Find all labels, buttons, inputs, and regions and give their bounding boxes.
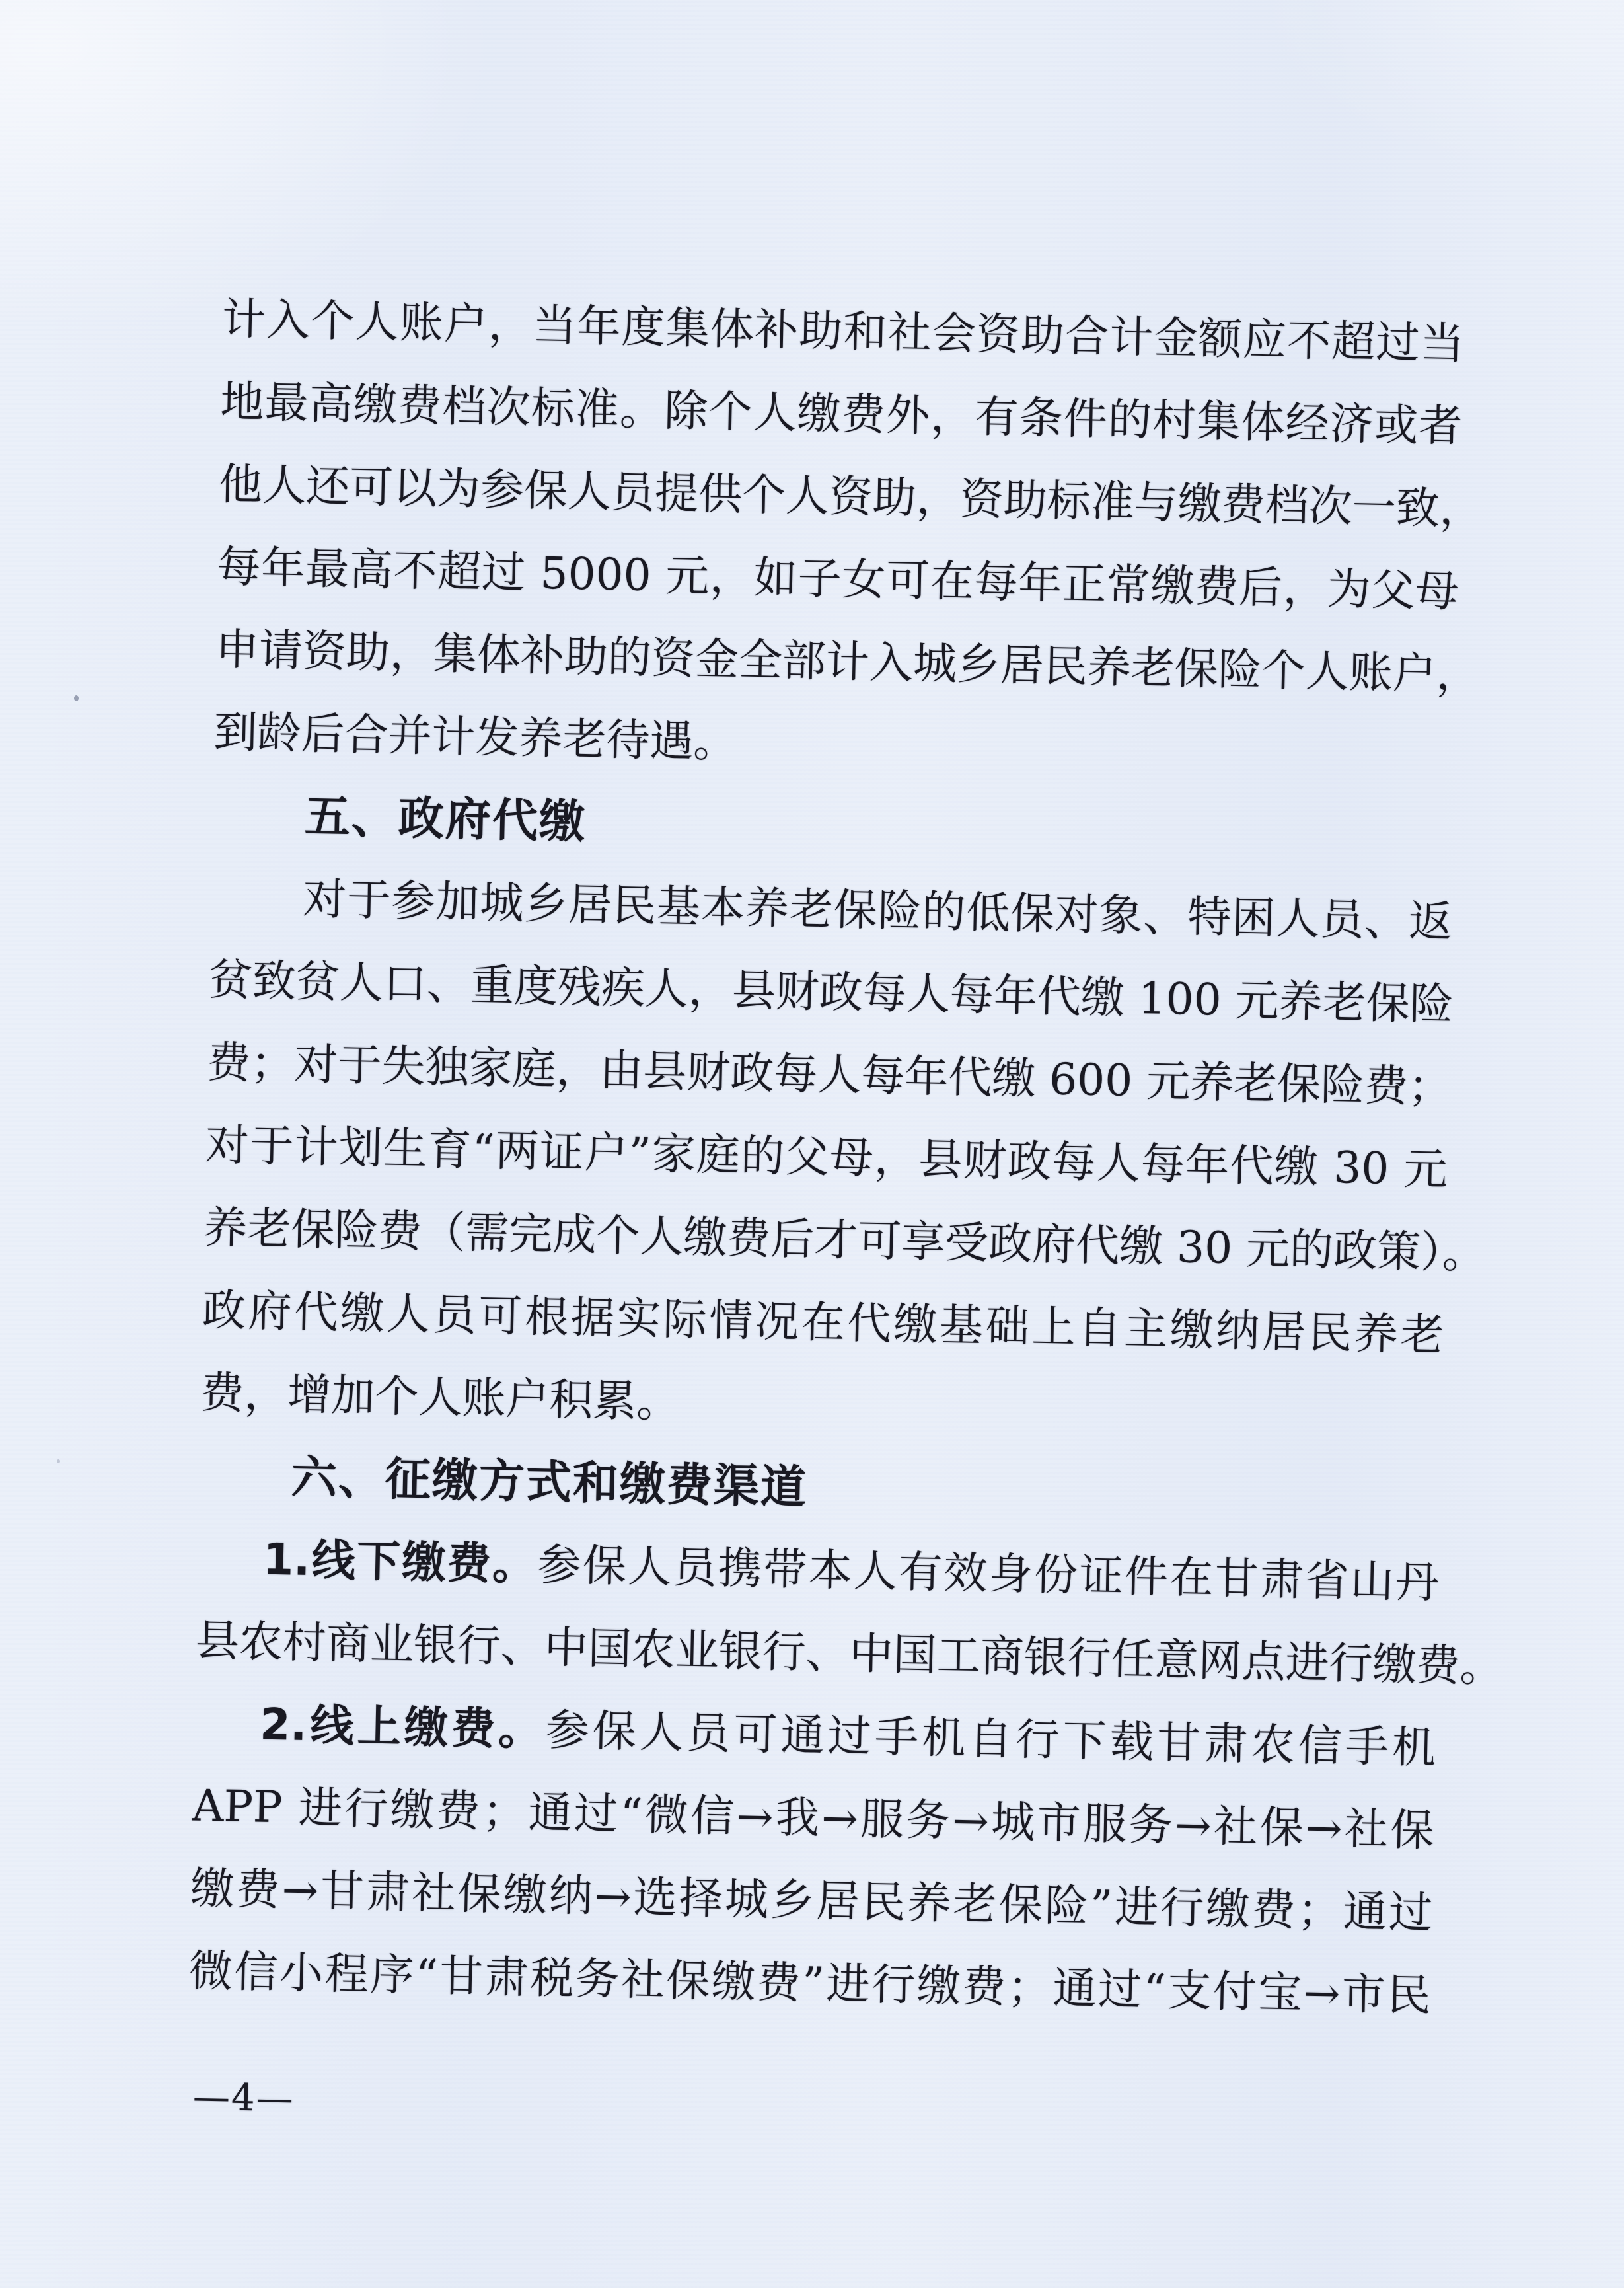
text-line: 计入个人账户，当年度集体补助和社会资助合计金额应不超过当 <box>221 293 1465 369</box>
scan-speckle <box>1098 338 1101 342</box>
scan-speckle <box>57 1459 60 1463</box>
text-line: 申请资助，集体补助的资金全部计入城乡居民养老保险个人账户， <box>215 623 1481 701</box>
bold-lead-label: 2.线上缴费。 <box>259 1698 546 1756</box>
text-line: 贫致贫人口、重度残疾人，县财政每人每年代缴 100 元养老保险 <box>208 954 1454 1030</box>
text-line: 地最高缴费档次标准。除个人缴费外，有条件的村集体经济或者 <box>219 375 1463 452</box>
text-line: APP 进行缴费；通过“微信→我→服务→城市服务→社保→社保 <box>192 1780 1435 1856</box>
heading-line: 六、征缴方式和缴费渠道 <box>291 1451 808 1515</box>
document-text-block <box>188 289 1504 2058</box>
text-line: 1.线下缴费。参保人员携带本人有效身份证件在甘肃省山丹 <box>262 1533 1440 1609</box>
scan-speckle <box>74 695 79 701</box>
text-line: 他人还可以为参保人员提供个人资助，资助标准与缴费档次一致， <box>218 458 1484 535</box>
text-line: 2.线上缴费。参保人员可通过手机自行下载甘肃农信手机 <box>259 1698 1436 1774</box>
text-line: 对于参加城乡居民基本养老保险的低保对象、特困人员、返 <box>302 873 1453 948</box>
text-line: 费；对于失独家庭，由县财政每人每年代缴 600 元养老保险费； <box>206 1036 1452 1113</box>
text-line: 费，增加个人账户积累。 <box>200 1367 681 1428</box>
page-number: —4— <box>192 2075 295 2121</box>
text-line: 对于计划生育“两证户”家庭的父母，县财政每人每年代缴 30 元 <box>205 1119 1448 1196</box>
text-line: 政府代缴人员可根据实际情况在代缴基础上自主缴纳居民养老 <box>202 1284 1445 1361</box>
heading-line: 五、政府代缴 <box>304 790 587 849</box>
text-line: 养老保险费（需完成个人缴费后才可享受政府代缴 30 元的政策）。 <box>203 1201 1487 1279</box>
text-line: 每年最高不超过 5000 元，如子女可在每年正常缴费后，为父母 <box>216 541 1459 617</box>
text-line: 县农村商业银行、中国农业银行、中国工商银行任意网点进行缴费。 <box>195 1615 1504 1693</box>
bold-lead-label: 1.线下缴费。 <box>262 1533 538 1590</box>
text-line: 微信小程序“甘肃税务社保缴费”进行缴费；通过“支付宝→市民 <box>188 1945 1432 2022</box>
text-line: 缴费→甘肃社保缴纳→选择城乡居民养老保险”进行缴费；通过 <box>190 1862 1433 1939</box>
text-line: 到龄后合并计发养老待遇。 <box>213 706 738 768</box>
